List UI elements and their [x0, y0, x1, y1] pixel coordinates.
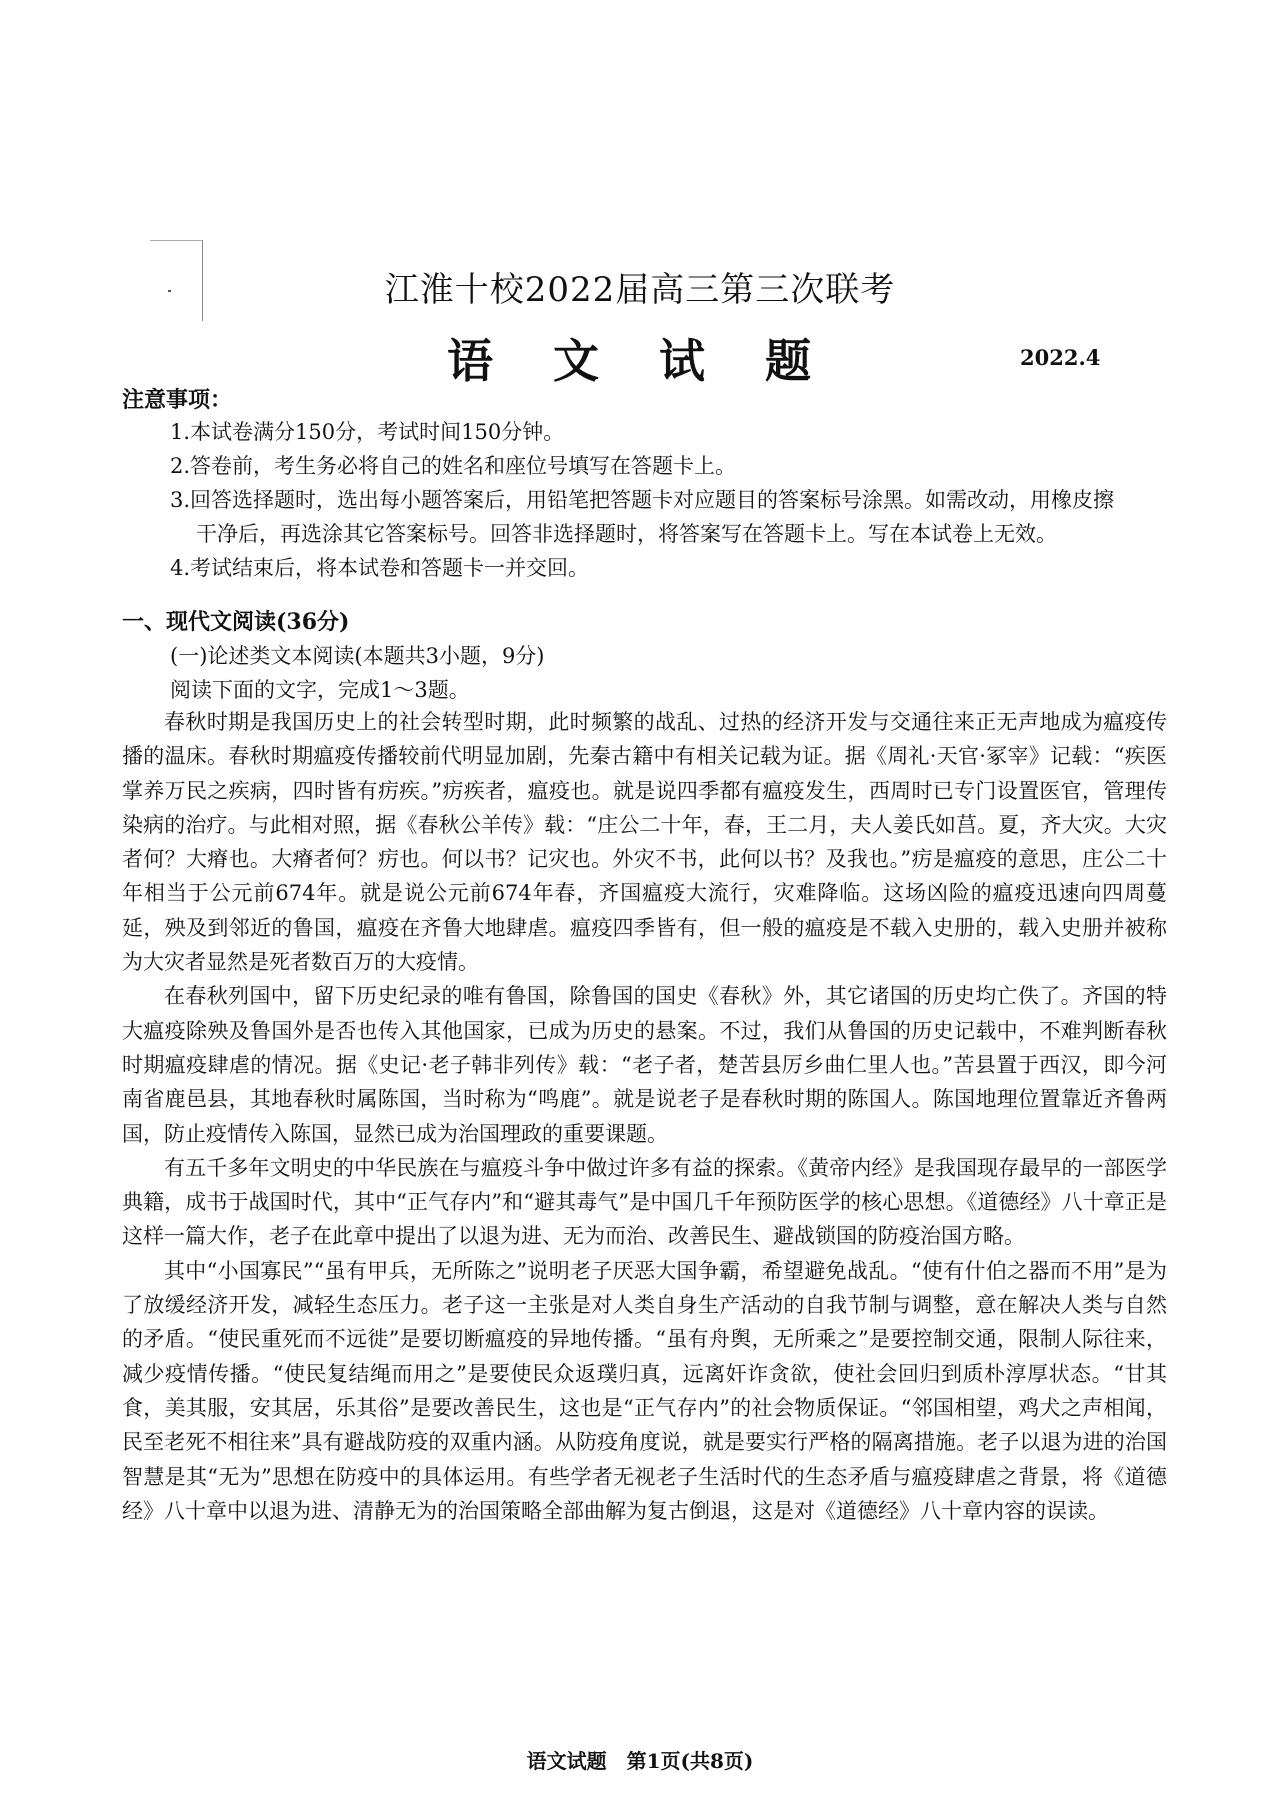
notice-item-continuation: 干净后，再选涂其它答案标号。回答非选择题时，将答案写在答题卡上。写在本试卷上无效。	[196, 522, 1057, 546]
passage-paragraph: 春秋时期是我国历史上的社会转型时期，此时频繁的战乱、过热的经济开发与交通往来正无声地成为瘟疫传播的温床。春秋时期瘟疫传播较前代明显加剧，先秦古籍中有相关记载为证。据《周礼·天官·冢宰》记载：“疾医掌养万民之疾病，四时皆有疠疾。”疠疾者，瘟疫也。就是说四季都有瘟疫发生，西周时已专门设置医官，管理传染病的治疗。与此相对照，据《春秋公羊传》载：“庄公二十年，春，王二月，夫人姜氏如莒。夏，齐大灾。大灾者何？大瘠也。大瘠者何？疠也。何以书？记灾也。外灾不书，此何以书？及我也。”疠是瘟疫的意思，庄公二十年相当于公元前674年。就是说公元前674年春，齐国瘟疫大流行，灾难降临。这场凶险的瘟疫迅速向四周蔓延，殃及到邻近的鲁国，瘟疫在齐鲁大地肆虐。瘟疫四季皆有，但一般的瘟疫是不载入史册的，载入史册并被称为大灾者显然是死者数百万的大疫情。	[122, 710, 1167, 975]
passage-paragraph: 在春秋列国中，留下历史纪录的唯有鲁国，除鲁国的国史《春秋》外，其它诸国的历史均亡佚了。齐国的特大瘟疫除殃及鲁国外是否也传入其他国家，已成为历史的悬案。不过，我们从鲁国的历史记载中，不难判断春秋时期瘟疫肆虐的情况。据《史记·老子韩非列传》载：“老子者，楚苦县厉乡曲仁里人也。”苦县置于西汉，即今河南省鹿邑县，其地春秋时属陈国，当时称为“鸣鹿”。就是说老子是春秋时期的陈国人。陈国地理位置靠近齐鲁两国，防止疫情传入陈国，显然已成为治国理政的重要课题。	[122, 984, 1167, 1146]
subsection-heading: (一)论述类文本阅读(本题共3小题，9分)	[170, 644, 545, 668]
passage-paragraph: 其中“小国寡民”“虽有甲兵，无所陈之”说明老子厌恶大国争霸，希望避免战乱。“使有什伯之器而不用”是为了放缓经济开发，减轻生态压力。老子这一主张是对人类自身生产活动的自我节制与调整，意在解决人类与自然的矛盾。“使民重死而不远徙”是要切断瘟疫的异地传播。“虽有舟舆，无所乘之”是要控制交通，限制人际往来，减少疫情传播。“使民复结绳而用之”是要使民众返璞归真，远离奸诈贪欲，使社会回归到质朴淳厚状态。“甘其食，美其服，安其居，乐其俗”是要改善民生，这也是“正气存内”的社会物质保证。“邻国相望，鸡犬之声相闻，民至老死不相往来”具有避战防疫的双重内涵。从防疫角度说，就是要实行严格的隔离措施。老子以退为进的治国智慧是其“无为”思想在防疫中的具体运用。有些学者无视老子生活时代的生态矛盾与瘟疫肆虐之背景，将《道德经》八十章中以退为进、清静无为的治国策略全部曲解为复古倒退，这是对《道德经》八十章内容的误读。	[122, 1258, 1167, 1523]
notice-item: 2.答卷前，考生务必将自己的姓名和座位号填写在答题卡上。	[170, 454, 737, 478]
page-footer: 语文试题 第1页(共8页)	[526, 1749, 754, 1773]
notice-item: 3.回答选择题时，选出每小题答案后，用铅笔把答题卡对应题目的答案标号涂黑。如需改动，用橡皮擦	[170, 488, 1115, 512]
notice-heading: 注意事项：	[122, 387, 233, 413]
reading-passage	[122, 705, 1167, 1528]
subject-title: 语 文 试 题	[446, 334, 834, 388]
notice-item: 4.考试结束后，将本试卷和答题卡一并交回。	[170, 556, 590, 580]
reading-instruction: 阅读下面的文字，完成1～3题。	[170, 678, 470, 702]
passage-paragraph: 有五千多年文明史的中华民族在与瘟疫斗争中做过许多有益的探索。《黄帝内经》是我国现存最早的一部医学典籍，成书于战国时代，其中“正气存内”和“避其毒气”是中国几千年预防医学的核心思想。《道德经》八十章正是这样一篇大作，老子在此章中提出了以退为进、无为而治、改善民生、避战锁国的防疫治国方略。	[122, 1155, 1167, 1249]
notice-item: 1.本试卷满分150分，考试时间150分钟。	[170, 420, 565, 444]
section-heading: 一、现代文阅读(36分)	[122, 609, 350, 635]
exam-title: 江淮十校2022届高三第三次联考	[384, 270, 896, 310]
notice-list	[170, 415, 1160, 585]
exam-date: 2022.4	[1020, 345, 1101, 370]
notice-item-continued	[170, 517, 1160, 551]
